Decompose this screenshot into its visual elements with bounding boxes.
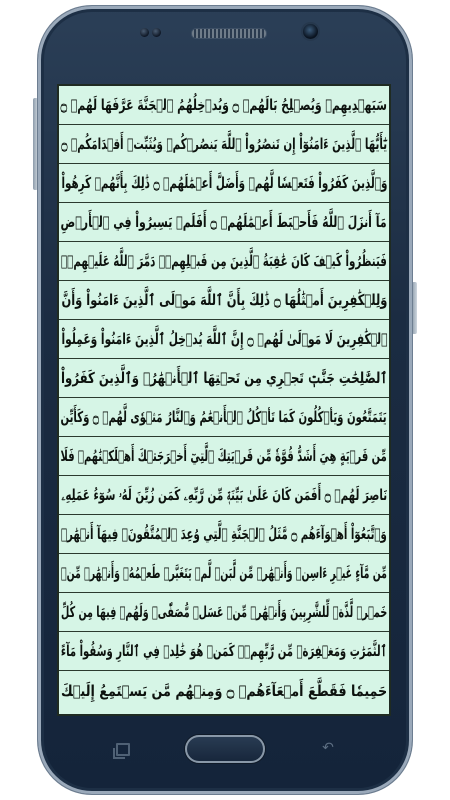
quran-line — [59, 281, 389, 320]
quran-line — [59, 242, 389, 281]
light-sensor — [152, 28, 161, 37]
ayah-text: ٱلثَّمَرَٰتِ وَمَغۡفِرَةٞ مِّن رَّبِّهِمۡۖ كَمَنۡ هُوَ خَٰلِدٞ فِي ٱلنَّارِ وَسُقُواْ مَآءً — [61, 642, 387, 660]
ayah-text: مِّن قَرۡيَةٍ هِيَ أَشَدُّ قُوَّةٗ مِّن قَرۡيَتِكَ ٱلَّتِيٓ أَخۡرَجَتۡكَ أَهۡلَكۡنَٰهُمۡ فَلَا — [60, 447, 388, 465]
ayah-text: يَتَمَتَّعُونَ وَيَأۡكُلُونَ كَمَا تَأۡكُلُ ٱلۡأَنۡعَٰمُ وَٱلنَّارُ مَثۡوٗى لَّهُمۡ ۝ وَكَأَيِّن — [60, 408, 387, 426]
quran-line — [59, 476, 389, 515]
ayah-text: حَمِيمٗا فَقَطَّعَ أَمۡعَآءَهُمۡ ۝ وَمِنۡهُم مَّن يَسۡتَمِعُ إِلَيۡكَ — [60, 681, 388, 700]
ayah-text: خَمۡرٖ لَّذَّةٖ لِّلشَّٰرِبِينَ وَأَنۡهَٰرٞ مِّنۡ عَسَلٖ مُّصَفّٗىۖ وَلَهُمۡ فِيهَا مِن كُلِّ — [60, 603, 388, 621]
quran-line — [59, 203, 389, 242]
quran-line — [59, 671, 389, 710]
ayah-text: وَٱلَّذِينَ كَفَرُواْ فَتَعۡسٗا لَّهُمۡ وَأَضَلَّ أَعۡمَٰلَهُمۡ ۝ ذَٰلِكَ بِأَنَّهُمۡ كَرِهُواْ — [61, 174, 387, 192]
ayah-text: نَاصِرَ لَهُمۡ ۝ أَفَمَن كَانَ عَلَىٰ بَيِّنَةٖ مِّن رَّبِّهِۦ كَمَن زُيِّنَ لَهُۥ سُوٓءُ عَمَلِهِۦ — [61, 486, 387, 504]
quran-line — [59, 593, 389, 632]
recent-apps-icon[interactable] — [116, 743, 130, 756]
back-icon[interactable]: ↶ — [322, 740, 334, 756]
quran-line — [59, 398, 389, 437]
ayah-text: مِّن مَّآءٍ غَيۡرِ ءَاسِنٖ وَأَنۡهَٰرٞ مِّن لَّبَنٖ لَّمۡ يَتَغَيَّرۡ طَعۡمُهُۥ وَأَنۡهَٰرٞ مِّنۡ — [61, 564, 387, 582]
proximity-sensor — [140, 28, 149, 37]
quran-line — [59, 437, 389, 476]
ayah-text: مَآ أَنزَلَ ٱللَّهُ فَأَحۡبَطَ أَعۡمَٰلَهُمۡ ۝ أَفَلَمۡ يَسِيرُواْ فِي ٱلۡأَرۡضِ — [60, 213, 388, 231]
quran-line — [59, 515, 389, 554]
quran-line — [59, 359, 389, 398]
quran-line — [59, 632, 389, 671]
power-button[interactable] — [412, 282, 417, 334]
ayah-text: ٱلۡكَٰفِرِينَ لَا مَوۡلَىٰ لَهُمۡ ۝ إِنَّ ٱللَّهَ يُدۡخِلُ ٱلَّذِينَ ءَامَنُواْ وَعَمِلُواْ — [60, 330, 387, 348]
ayah-text: وَلِلۡكَٰفِرِينَ أَمۡثَٰلُهَا ۝ ذَٰلِكَ بِأَنَّ ٱللَّهَ مَوۡلَى ٱلَّذِينَ ءَامَنُواْ وَأَنَّ — [61, 291, 387, 309]
front-camera — [303, 24, 318, 39]
ayah-text: فَيَنظُرُواْ كَيۡفَ كَانَ عَٰقِبَةُ ٱلَّذِينَ مِن قَبۡلِهِمۡۖ دَمَّرَ ٱللَّهُ عَلَيۡهِمۡۖ — [61, 252, 387, 270]
quran-line — [59, 554, 389, 593]
home-button[interactable] — [185, 735, 265, 763]
quran-line — [59, 125, 389, 164]
ayah-text: ٱلصَّٰلِحَٰتِ جَنَّٰتٖ تَجۡرِي مِن تَحۡتِهَا ٱلۡأَنۡهَٰرُۖ وَٱلَّذِينَ كَفَرُواْ — [60, 369, 388, 387]
quran-page[interactable] — [57, 84, 391, 716]
quran-line — [59, 320, 389, 359]
quran-line — [59, 164, 389, 203]
ayah-text: يَٰٓأَيُّهَا ٱلَّذِينَ ءَامَنُوٓاْ إِن تَنصُرُواْ ٱللَّهَ يَنصُرۡكُمۡ وَيُثَبِّتۡ أَقۡدَامَكُمۡ ۝ — [61, 135, 387, 153]
ayah-text: وَٱتَّبَعُوٓاْ أَهۡوَآءَهُم ۝ مَّثَلُ ٱلۡجَنَّةِ ٱلَّتِي وُعِدَ ٱلۡمُتَّقُونَۖ فِيهَآ أَنۡهَٰرٞ — [61, 525, 387, 543]
earpiece-speaker — [191, 28, 267, 39]
ayah-text: سَيَهۡدِيهِمۡ وَيُصۡلِحُ بَالَهُمۡ ۝ وَيُدۡخِلُهُمُ ٱلۡجَنَّةَ عَرَّفَهَا لَهُمۡ ۝ — [60, 96, 388, 114]
quran-line — [59, 86, 389, 125]
